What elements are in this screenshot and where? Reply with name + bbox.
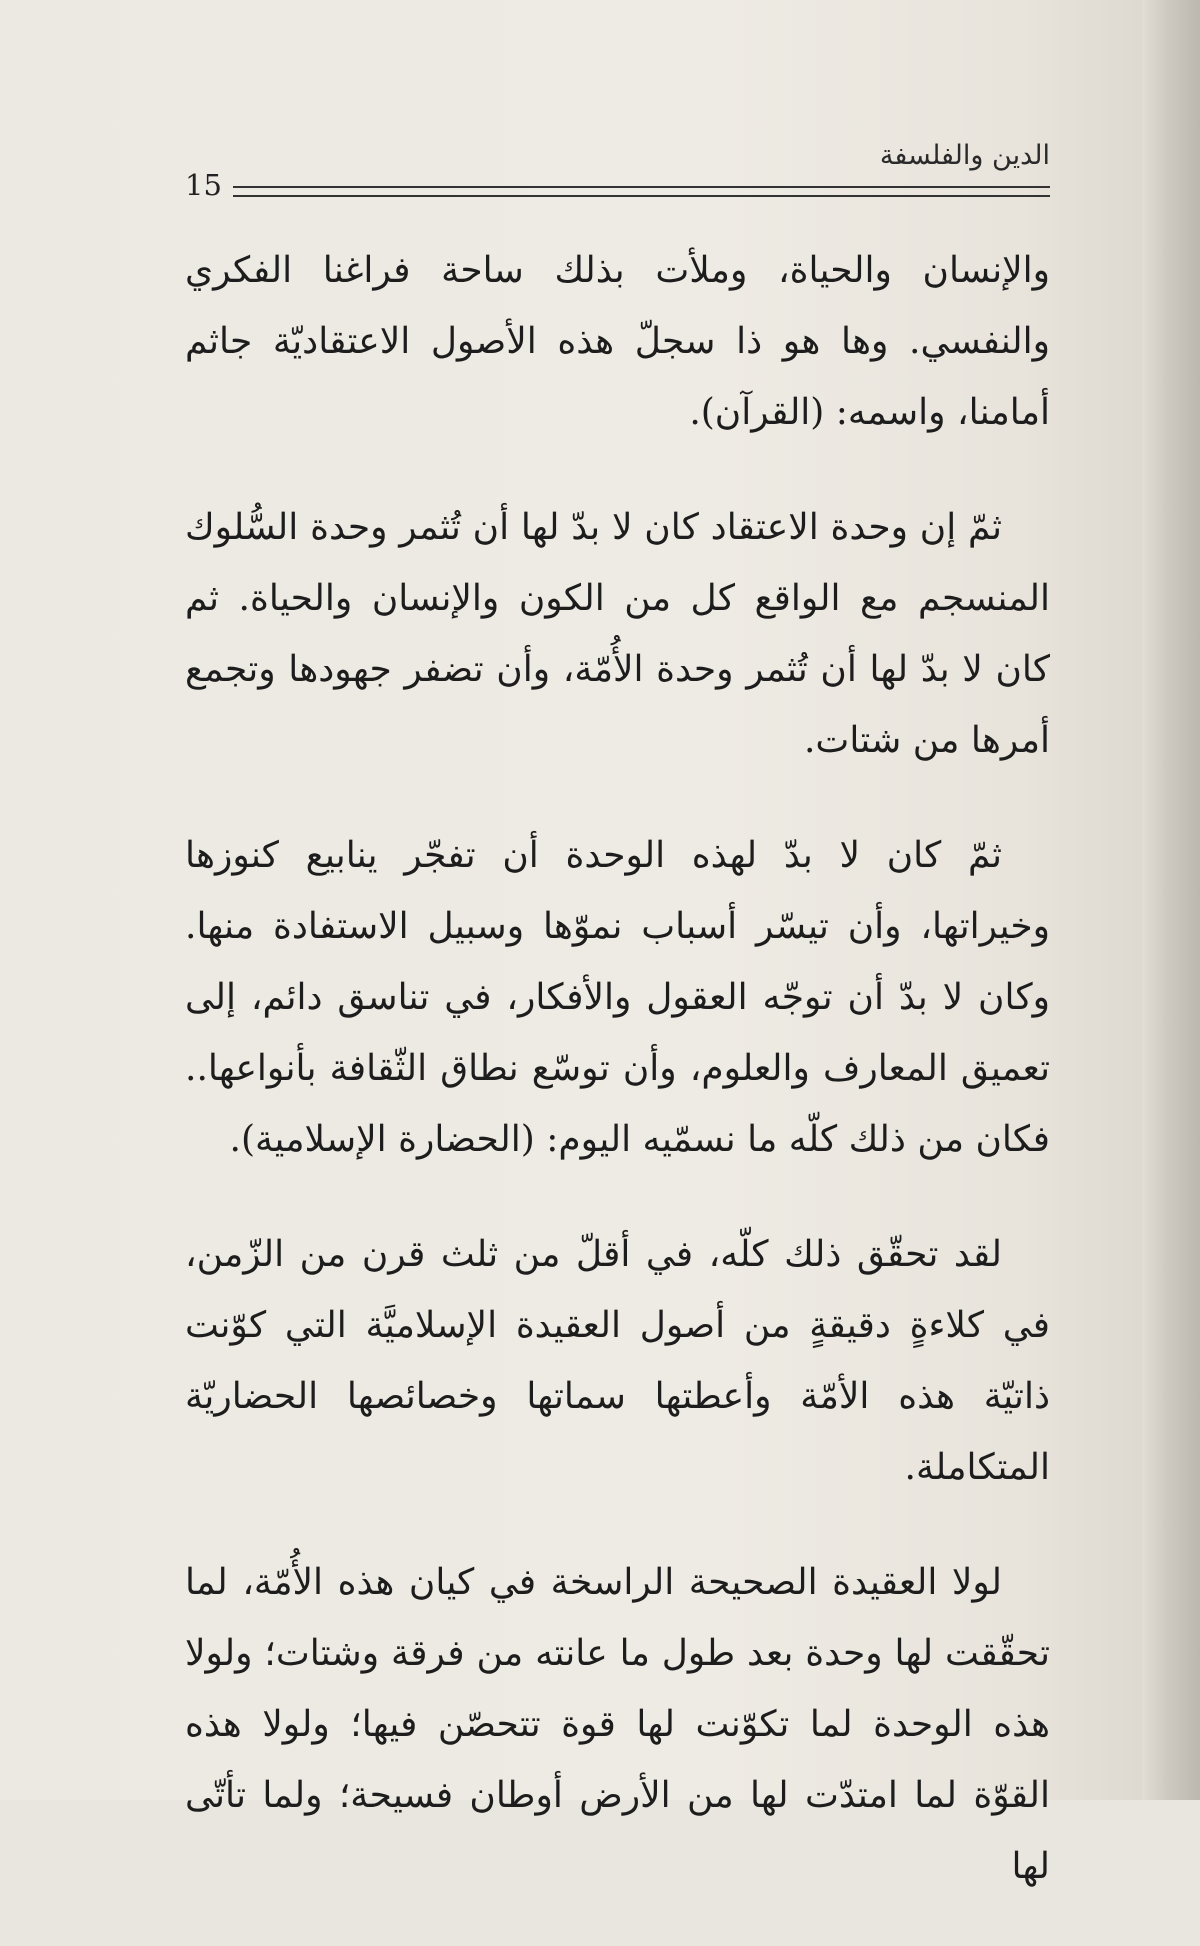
page-number: 15 [185, 168, 222, 202]
header-double-rule [233, 186, 1050, 197]
running-title: الدين والفلسفة [879, 140, 1050, 171]
paragraph-2: ثمّ إن وحدة الاعتقاد كان لا بدّ لها أن تُثمر وحدة السُّلوك المنسجم مع الواقع كل من الكون والإنسان والحياة. ثم كان لا بدّ لها أن تُثمر وحدة الأُمّة، وأن تضفر جهودها وتجمع أمرها من شتات. [185, 507, 1050, 761]
body-text [185, 235, 1050, 1946]
page-header [185, 140, 1050, 210]
paragraph-1: والإنسان والحياة، وملأت بذلك ساحة فراغنا الفكري والنفسي. وها هو ذا سجلّ هذه الأصول الاعتقاديّة جاثم أمامنا، واسمه: (القرآن). [185, 250, 1050, 433]
paragraph-5: لولا العقيدة الصحيحة الراسخة في كيان هذه الأُمّة، لما تحقّقت لها وحدة بعد طول ما عانته من فرقة وشتات؛ ولولا هذه الوحدة لما تكوّنت لها قوة تتحصّن فيها؛ ولولا هذه القوّة لما امتدّت لها من الأرض أوطان فسيحة؛ ولما تأتّى لها [185, 1562, 1050, 1887]
paragraph-4: لقد تحقّق ذلك كلّه، في أقلّ من ثلث قرن من الزّمن، في كلاءةٍ دقيقةٍ من أصول العقيدة الإسلاميَّة التي كوّنت ذاتيّة هذه الأمّة وأعطتها سماتها وخصائصها الحضاريّة المتكاملة. [185, 1234, 1050, 1488]
paragraph-3: ثمّ كان لا بدّ لهذه الوحدة أن تفجّر ينابيع كنوزها وخيراتها، وأن تيسّر أسباب نموّها وسبيل الاستفادة منها. وكان لا بدّ أن توجّه العقول والأفكار، في تناسق دائم، إلى تعميق المعارف والعلوم، وأن توسّع نطاق الثّقافة بأنواعها.. فكان من ذلك كلّه ما نسمّيه اليوم: (الحضارة الإسلامية). [185, 835, 1050, 1160]
page-edge-shadow [1142, 0, 1200, 1800]
